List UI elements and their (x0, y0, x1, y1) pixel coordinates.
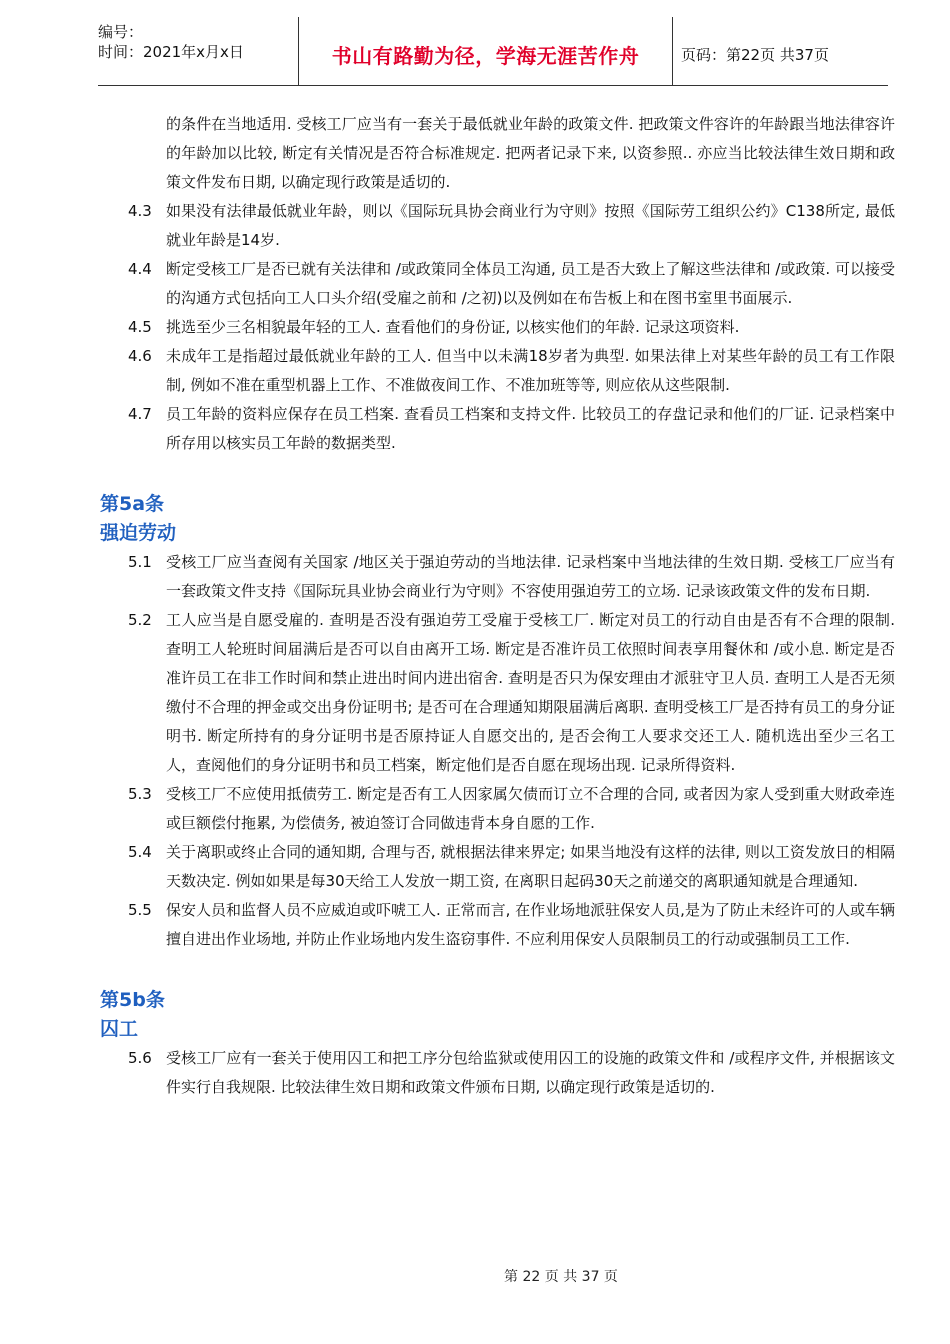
item-number: 4.6 (128, 347, 152, 365)
header-page-info: 页码：第22页 共37页 (681, 46, 829, 64)
footer-page-number: 第 22 页 共 37 页 (504, 1269, 618, 1285)
item-number: 5.3 (128, 785, 152, 803)
item-number: 5.6 (128, 1049, 152, 1067)
document-body (100, 110, 895, 1102)
item-number: 5.2 (128, 611, 152, 629)
item-text: 保安人员和监督人员不应威迫或吓唬工人. 正常而言, 在作业场地派驻保安人员,是为了防止未经许可的人或车辆擅自进出作业场地, 并防止作业场地内发生盗窃事件. 不应利用保安人员限制员工的行动或强制员工工作. (166, 901, 895, 948)
item-number: 4.5 (128, 318, 152, 336)
page-header (98, 14, 888, 86)
item-text: 关于离职或终止合同的通知期, 合理与否, 就根据法律来界定; 如果当地没有这样的法律, 则以工资发放日的相隔天数决定. 例如如果是每30天给工人发放一期工资, 在离职日起码30天之前递交的离职通知就是合理通知. (166, 843, 895, 890)
header-motto: 书山有路勤为径，学海无涯苦作舟 (331, 44, 640, 68)
list-item (100, 780, 895, 838)
item-text: 受核工厂应当查阅有关国家 /地区关于强迫劳动的当地法律. 记录档案中当地法律的生效日期. 受核工厂应当有一套政策文件支持《国际玩具业协会商业行为守则》不容使用强迫劳工的立场. 记录该政策文件的发布日期. (166, 553, 895, 600)
list-item (100, 896, 895, 954)
item-number: 5.4 (128, 843, 152, 861)
list-item (100, 342, 895, 400)
list-item (100, 400, 895, 458)
item-text: 员工年龄的资料应保存在员工档案. 查看员工档案和支持文件. 比较员工的存盘记录和他们的厂证. 记录档案中所存用以核实员工年龄的数据类型. (166, 405, 895, 452)
item-text: 受核工厂不应使用抵债劳工. 断定是否有工人因家属欠债而订立不合理的合同, 或者因为家人受到重大财政牵连或巨额偿付拖累, 为偿债务, 被迫签订合同做违背本身自愿的工作. (166, 785, 895, 832)
time-label: 时间：2021年x月x日 (98, 43, 244, 61)
item-text: 挑选至少三名相貌最年轻的工人. 查看他们的身份证, 以核实他们的年龄. 记录这项资料. (166, 318, 740, 336)
list-item (100, 197, 895, 255)
section-5b-title: 第5b条 (100, 989, 165, 1011)
section-5a-subtitle: 强迫劳动 (100, 522, 177, 544)
header-meta (98, 14, 298, 93)
item-number: 5.5 (128, 901, 152, 919)
item-text: 未成年工是指超过最低就业年龄的工人. 但当中以未满18岁者为典型. 如果法律上对某些年龄的员工有工作限制, 例如不准在重型机器上工作、不准做夜间工作、不准加班等等, 则应依从这些限制. (166, 347, 895, 394)
list-item (100, 1044, 895, 1102)
section4-list (100, 197, 895, 458)
list-item (100, 606, 895, 780)
list-item (100, 838, 895, 896)
item-text: 如果没有法律最低就业年龄，则以《国际玩具协会商业行为守则》按照《国际劳工组织公约》C138所定, 最低就业年龄是14岁. (166, 202, 895, 249)
intro-continuation: 的条件在当地适用. 受核工厂应当有一套关于最低就业年龄的政策文件. 把政策文件容许的年龄跟当地法律容许的年龄加以比较, 断定有关情况是否符合标准规定. 把两者记录下来, 以资参照.. 亦应当比较法律生效日期和政策文件发布日期, 以确定现行政策是适切的. (166, 115, 895, 191)
list-item (100, 313, 895, 342)
spacer (100, 954, 895, 986)
section5a-list (100, 548, 895, 954)
item-text: 工人应当是自愿受雇的. 查明是否没有强迫劳工受雇于受核工厂. 断定对员工的行动自由是否有不合理的限制. 查明工人轮班时间届满后是否可以自由离开工场. 断定是否准许员工依照时间表享用餐休和 /或小息. 断定是否准许员工在非工作时间和禁止进出时间内进出宿舍. 查明是否只为保安理由才派驻守卫人员. 查明工人是否无须缴付不合理的押金或交出身份证明书; 是否可在合理通知期限届满后离职. 查明受核工厂是否持有员工的身分证明书. 断定所持有的身分证明书是否原持证人自愿交出的, 是否会徇工人要求交还工人. 随机选出至少三名工人，查阅他们的身分证明书和员工档案，断定他们是否自愿在现场出现. 记录所得资料. (166, 611, 895, 774)
item-number: 4.7 (128, 405, 152, 423)
header-divider (672, 17, 673, 85)
list-item (100, 548, 895, 606)
section-5b-subtitle: 囚工 (100, 1018, 139, 1040)
item-number: 5.1 (128, 553, 152, 571)
item-number: 4.3 (128, 202, 152, 220)
item-number: 4.4 (128, 260, 152, 278)
section5b-list (100, 1044, 895, 1102)
spacer (100, 458, 895, 490)
item-text: 受核工厂应有一套关于使用囚工和把工序分包给监狱或使用囚工的设施的政策文件和 /或程序文件, 并根据该文件实行自我规限. 比较法律生效日期和政策文件颁布日期, 以确定现行政策是适切的. (166, 1049, 895, 1096)
page-footer (0, 1266, 950, 1286)
section-5a-title: 第5a条 (100, 493, 165, 515)
number-label: 编号： (98, 23, 144, 41)
list-item (100, 255, 895, 313)
item-text: 断定受核工厂是否已就有关法律和 /或政策同全体员工沟通, 员工是否大致上了解这些法律和 /或政策. 可以接受的沟通方式包括向工人口头介绍(受雇之前和 /之初)以及例如在布告板上和在图书室里书面展示. (166, 260, 895, 307)
